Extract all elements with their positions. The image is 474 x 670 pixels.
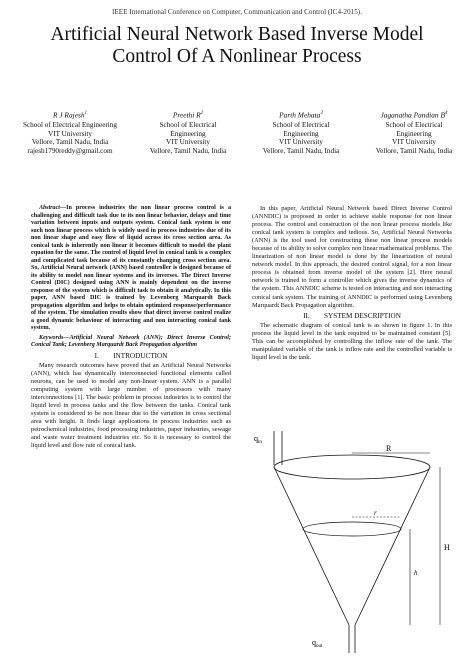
author-4 <box>362 110 466 155</box>
author-4-affil: School of Electrical <box>385 121 443 130</box>
author-1-affil: School of Electrical Engineering <box>22 121 117 130</box>
right-paragraph-1: In this paper, Artificial Neural Network based Direct Inverse Control (ANNDIC) is proposed in order to achieve stable response for non linear process. The control and construction of the non linear process models like conical tank system is complex and tedious. So, Artificial Neural Networks (ANN) is the tool used for constructing these non linear process models because of its ability to solve complex non linear mathematical problems. The linearization of non linear model is done by the linearization of neural network model. In this approach, the desired control signal, for a non linear process is obtained from inverse model of the system [2]. Here neural network is trained to form a controller which gives the inverse dynamics of the system. This ANNDIC scheme is tested on interacting and non interacting conical tank system. The training of ANNDIC is performed using Levenberg Marquardt Back Propagation algorithm. <box>252 205 452 309</box>
author-block <box>10 110 466 164</box>
cone-top-rim <box>274 455 430 479</box>
keywords <box>31 335 231 350</box>
author-2-loc: Vellore, Tamil Nadu, India <box>149 146 227 155</box>
author-2-univ: VIT University <box>166 138 210 147</box>
author-2-dept: Engineering <box>170 129 206 138</box>
author-2-name: Preethi R <box>172 110 201 120</box>
system-description-heading: II. SYSTEM DESCRIPTION <box>303 311 401 320</box>
q-out-label: $q_{out}$ <box>312 638 323 649</box>
author-1 <box>10 110 130 155</box>
keywords-text: Artificial Neural Network (ANN); Direct Inverse Control; Conical Tank; Levenberg Marquardt Back Propagation algorithm <box>31 334 231 348</box>
author-3-loc: Vellore, Tamil Nadu, India <box>262 146 340 155</box>
paper-title <box>20 24 454 68</box>
author-4-dept: Engineering <box>396 129 432 138</box>
r-label: r <box>374 509 377 517</box>
author-1-univ: VIT University <box>48 129 92 138</box>
author-3-name: Parth Mehata <box>279 110 321 120</box>
q-in-label: $q_{in}$ <box>254 434 262 445</box>
author-4-mark: 4 <box>444 111 448 116</box>
author-2-mark: 2 <box>200 111 204 116</box>
conical-tank-figure <box>252 425 462 665</box>
left-column <box>31 205 231 452</box>
keywords-lead: Keywords— <box>39 334 70 341</box>
author-1-email: rajesh1790reddy@gmail.com <box>27 146 113 155</box>
title-line-1: Artificial Neural Network Based Inverse Model <box>50 24 424 45</box>
author-3 <box>250 110 352 155</box>
right-column <box>252 205 452 364</box>
title-line-2: Control Of A Nonlinear Process <box>112 46 362 67</box>
author-4-loc: Vellore, Tamil Nadu, India <box>375 146 453 155</box>
cone-right-wall <box>355 467 430 625</box>
author-1-name: R J Rajesh <box>52 110 85 120</box>
author-4-name: Jaganatha Pandian B <box>380 110 445 120</box>
intro-heading: I. INTRODUCTION <box>94 351 168 360</box>
author-3-mark: 3 <box>320 111 323 116</box>
liquid-level <box>303 522 401 536</box>
conference-header: IEEE International Conference on Computer, Communication and Control (IC4-2015). <box>111 8 362 16</box>
author-2 <box>138 110 238 155</box>
author-3-univ: VIT University <box>279 138 323 147</box>
abstract-lead: Abstract <box>39 205 60 211</box>
abstract <box>31 205 231 333</box>
author-1-loc: Vellore, Tamil Nadu, India <box>31 138 109 147</box>
author-2-affil: School of Electrical <box>159 121 217 130</box>
author-4-univ: VIT University <box>392 138 436 147</box>
author-1-mark: 1 <box>84 111 88 116</box>
abstract-text: —In process industries the non linear process control is a challenging and difficult task due to its non linear behavior, delays and time variation between inputs and outputs system. Conical tank system is one such non linear process which is widely used in process industries due of its non linear shape and easy flow of liquid across its cross section area. As conical tank is inherently non linear it becomes difficult to model the plant equation for the same. The control of liquid level in conical tank is a complex and complicated task because of its constantly changing cross section area. So, Artificial Neural network (ANN) based controller is designed because of its ability to model non linear systems and its inverses. The Direct Inverse Control (DIC) designed using ANN is mainly dependent on the inverse response of the system which is difficult task to obtain it analytically. In this paper, ANN based DIC is trained by Levenberg Marquardt Back propagation algorithm and helps to obtain optimized response/performance of the system. The simulation results show that direct inverse control realize a good dynamic behaviour of interacting and non interacting conical tank system. <box>31 205 231 331</box>
author-3-dept: Engineering <box>283 129 319 138</box>
h-label: h <box>414 569 418 577</box>
H-label: H <box>444 543 450 552</box>
cone-left-wall <box>274 467 349 625</box>
R-label: R <box>386 444 392 453</box>
right-paragraph-2: The schematic diagram of conical tank is as shown in figure 1. In this process the liquid level in the tank required to be maintained constant [5]. This can be accomplished by controlling the inflow rate of the tank. The manipulated variable of the tank is inflow rate and the controlled variable is liquid level in the tank. <box>252 321 452 361</box>
author-3-affil: School of Electrical <box>272 121 330 130</box>
intro-paragraph: Many research outcomes have proved that an Artificial Neural Networks (ANN), which has dynamically interconnected functional elements called neurons, can be used to model any non-linear system. ANN is a parallel computing system with large number of processors with many interconnections [1]. The basic problem in process industries is to control the liquid level in process tanks and the flow between the tanks. Conical tank system is considered to be non linear due to the variation in cross sectional area with height. It finds large applications in process industries such as petrochemical industries, food processing industries, paper industries, sewage and waste water treatment industries etc. So it is necessary to control the liquid level and flow rate of conical tank. <box>31 361 231 450</box>
